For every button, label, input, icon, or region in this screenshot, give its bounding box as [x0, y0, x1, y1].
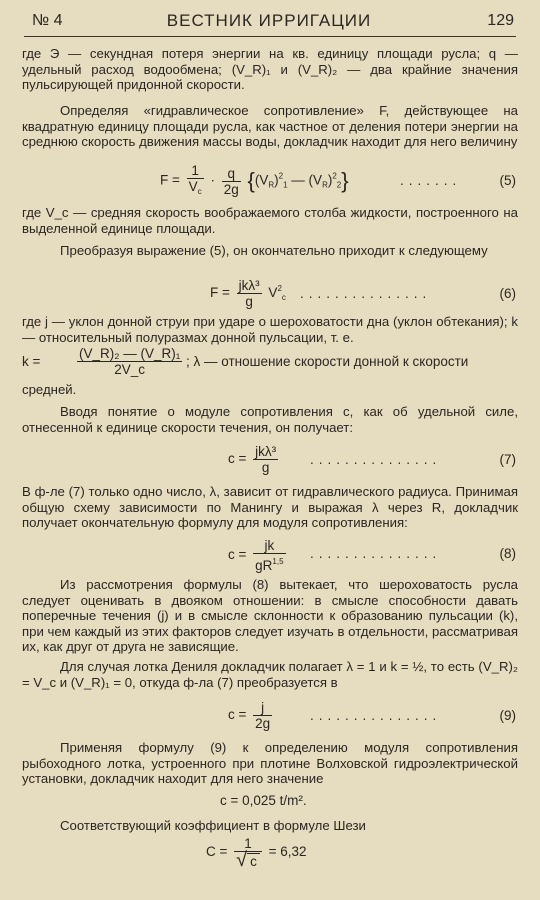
formula-chezy-expression: C = $\frac{1}{√ c}$ = 6,32 [206, 836, 307, 872]
journal-title: ВЕСТНИК ИРРИГАЦИИ [166, 11, 372, 30]
formula-9-expression: c = $\frac{j}{2g}$ [228, 700, 271, 731]
journal-page: № 4 ВЕСТНИК ИРРИГАЦИИ 129 где Э — секундная потеря энергии на кв. единицу площади русла; q — удельный расход водообмена; (V_R)₁ и (V_R)₂ — два крайние значения пульсирующей придонной скорости. Определяя «гидравлическое сопротивление» F, действующее на квадратную единицу площади русла, как частное от деления потери энергии на среднюю скорость движения массы воды, докладчик находит для него величину F = $\frac{1}{V_c}$ · $\frac{q}{2g}$ {$(V_R)^2_1$ — $(V_R)^2_2$} ....... (5) где V_c — средняя скорость воображаемого столба жидкости, построенного на выделенной единице площади. Преобразуя выражение (5), он окончательно приходит к следующему F = $\frac{\text{jkλ³}}{g}$ $V^2_c$ ............... (6) где j — уклон донной струи при ударе о шероховатости дна (уклон обтекания); k — относительный полуразмах донной пульсации, т. е. k = $\frac{\text{(V\_R)₂ — (V\_R)₁}}{2V\_c}$ ; λ — отношение скорости донной к скорости средней. Вводя понятие о модуле сопротивления c, как об удельной силе, отнесенной к единице скорости течения, он получает: c = $\frac{\text{jkλ³}}{g}$ ............... (7) В ф-ле (7) только одно число, λ, зависит от гидравлического радиуса. Принимая общую схему зависимости по Манингу и выражая λ через R, докладчик получает окончательную формулу для модуля сопротивления: c = $\frac{jk}{gR^{1,5}}$ ............... (8) Из рассмотрения формулы (8) вытекает, что шероховатость русла следует оценивать в двояком отношении: в смысле способности давать поперечные течения (j) и в смысле склонности к образованию пульсации (k), при чем каждый из этих факторов следует изучать в отдельности, рассматривая их, как друг от друга не зависящие. Для случая лотка Дениля докладчик полагает λ = 1 и k = ½, то есть (V_R)₂ = V_c и (V_R)₁ = 0, откуда ф-ла (7) преобразуется в c = $\frac{j}{2g}$ ............... (9) Применяя формулу (9) к определению модуля сопротивления рыбоходного лотка, устроенного при плотине Волховской гидроэлектрической установки, докладчик находит для него значение c = 0,025 t/m². Соответствующий коэффициент в формуле Шези C = $\frac{1}{√ c}$ = 6,32 [22, 11, 518, 872]
formula-5-number: (5) [499, 173, 516, 188]
paragraph-7: Вводя понятие о модуле сопротивления c, как об удельной силе, отнесенной к единице скорости течения, он получает: [22, 404, 518, 435]
formula-8-expression: c = $\frac{jk}{gR^{1,5}}$ [228, 538, 284, 573]
formula-6-number: (6) [499, 286, 516, 301]
header-rule [24, 36, 516, 37]
formula-8-number: (8) [499, 546, 516, 561]
paragraph-1: где Э — секундная потеря энергии на кв. единицу площади русла; q — удельный расход водообмена; (V_R)₁ и (V_R)₂ — два крайние значения пульсирующей придонной скорости. [22, 46, 518, 93]
formula-5-expression: F = $\frac{1}{V_c}$ · $\frac{q}{2g}$ {$(V_R)^2_1$ — $(V_R)^2_2$} [160, 163, 349, 199]
paragraph-11: Применяя формулу (9) к определению модуля сопротивления рыбоходного лотка, устроенного при плотине Волховской гидроэлектрической установки, докладчик находит для него значение [22, 740, 518, 787]
paragraph-10: Для случая лотка Дениля докладчик полагает λ = 1 и k = ½, то есть (V_R)₂ = V_c и (V_R)₁ = 0, откуда ф-ла (7) преобразуется в [22, 659, 518, 690]
formula-7-number: (7) [499, 452, 516, 467]
paragraph-3: где V_c — средняя скорость воображаемого столба жидкости, построенного на выделенной единице площади. [22, 205, 518, 236]
paragraph-6: средней. [22, 382, 77, 397]
paragraph-4: Преобразуя выражение (5), он окончательно приходит к следующему [60, 243, 488, 258]
paragraph-12: Соответствующий коэффициент в формуле Шези [60, 818, 366, 833]
formula-7-expression: c = $\frac{\text{jkλ³}}{g}$ [228, 444, 277, 475]
formula-6-expression: F = $\frac{\text{jkλ³}}{g}$ $V^2_c$ [210, 278, 286, 309]
paragraph-8: В ф-ле (7) только одно число, λ, зависит от гидравлического радиуса. Принимая общую схему зависимости по Манингу и выражая λ через R, докладчик получает окончательную формулу для модуля сопротивления: [22, 484, 518, 531]
formula-9-number: (9) [499, 708, 516, 723]
page-number: 129 [487, 12, 514, 29]
paragraph-9: Из рассмотрения формулы (8) вытекает, что шероховатость русла следует оценивать в двояком отношении: в смысле способности давать поперечные течения (j) и в смысле склонности к образованию пульсации (k), при чем каждый из этих факторов следует изучать в отдельности, рассматривая их, как друг от друга не зависящие. [22, 577, 518, 655]
paragraph-5: где j — уклон донной струи при ударе о шероховатости дна (уклон обтекания); k — относительный полуразмах донной пульсации, т. е. [22, 314, 518, 345]
issue-number: № 4 [32, 12, 63, 29]
paragraph-2: Определяя «гидравлическое сопротивление» F, действующее на квадратную единицу площади русла, как частное от деления потери энергии на среднюю скорость движения массы воды, докладчик находит для него величину [22, 103, 518, 150]
running-header [24, 10, 514, 32]
